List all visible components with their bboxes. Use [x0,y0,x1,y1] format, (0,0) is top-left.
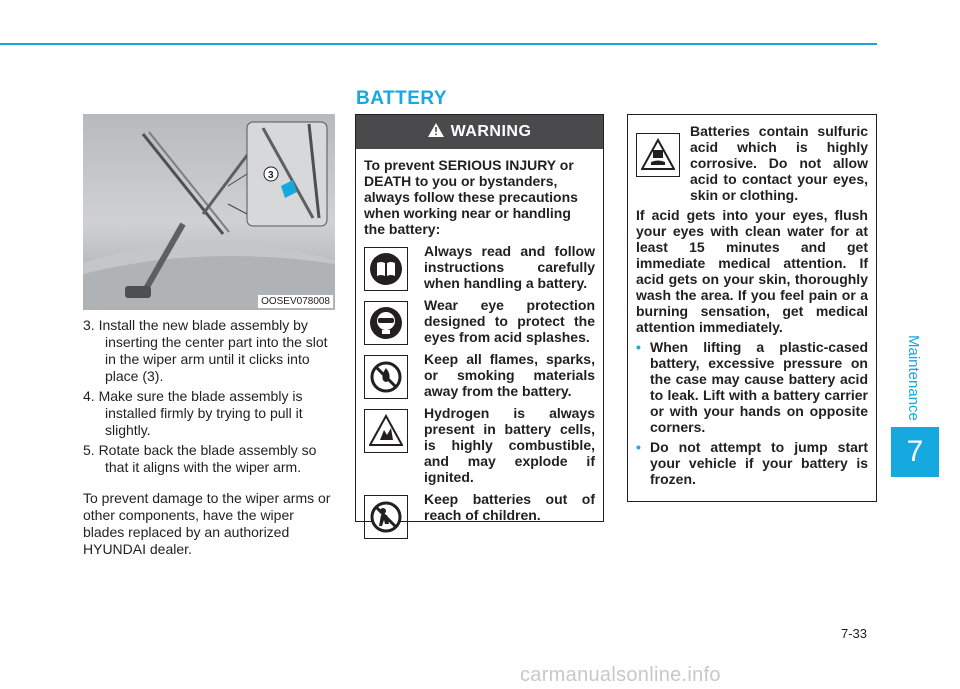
wiper-illustration [83,114,335,310]
page-number: 7-33 [841,626,868,641]
wiper-figure [83,114,335,310]
section-title: BATTERY [356,88,448,109]
bullet-dot-icon: • [636,339,641,355]
warning-item-text: Keep batteries out of reach of children. [424,491,595,523]
warning-intro: To prevent SERIOUS INJURY or DEATH to you or bystanders, always follow these precautions when working near or handling the battery: [364,157,578,237]
side-chapter-label: Maintenance [905,335,922,421]
watermark: carmanualsonline.info [520,664,721,686]
warning-item [364,491,595,539]
bullet-dot-icon: • [636,439,641,455]
bullet-text: When lifting a plastic-cased battery, excessive pressure on the case may cause battery acid to leak. Lift with a battery carrier or with your hands on opposite corners. [650,339,868,435]
warning-item [364,405,595,485]
warning-item [364,243,595,291]
figure-callout: 3 [268,170,274,181]
bullet-item [636,339,868,435]
top-rule [0,43,877,45]
warning-header [356,115,603,149]
step-item: 5. Rotate back the blade assembly so that it aligns with the wiper arm. [83,442,317,475]
warning-item-text: Keep all flames, sparks, or smoking materials away from the battery. [424,351,595,399]
figure-caption: OOSEV078008 [258,295,333,308]
warning-title: WARNING [450,123,532,140]
warning-item [364,297,595,345]
warning-item-text: Hydrogen is always present in battery cells, is highly combustible, and may explode if ignited. [424,405,595,485]
acid-info-box [627,114,877,502]
acid-hazard-icon [636,133,680,177]
warning-item-text: Always read and follow instructions carefully when handling a battery. [424,243,595,291]
dealer-note: To prevent damage to the wiper arms or other components, have the wiper blades replaced by an authorized HYUNDAI dealer. [83,490,331,557]
bullet-item [636,439,868,487]
step-item: 3. Install the new blade assembly by inserting the center part into the slot in the wiper arm until it clicks into place (3). [83,317,328,384]
acid-row [636,123,868,203]
no-children-icon [364,495,408,539]
book-icon [364,247,408,291]
warning-triangle-icon [428,123,444,142]
step-item: 4. Make sure the blade assembly is installed firmly by trying to pull it slightly. [83,388,303,438]
warning-item [364,351,595,399]
goggles-icon [364,301,408,345]
left-column [83,317,335,558]
acid-warning-text: Batteries contain sulfuric acid which is highly corrosive. Do not allow acid to contact your eyes, skin or clothing. [690,123,868,203]
warning-box [355,114,604,522]
battery-bullet-list [636,339,868,487]
explosion-icon [364,409,408,453]
warning-item-text: Wear eye protection designed to protect the eyes from acid splashes. [424,297,595,345]
first-aid-paragraph: If acid gets into your eyes, flush your eyes with clean water for at least 15 minutes and get immediate medical attention. If acid gets on your skin, thoroughly wash the area. If you feel pain or a burning sensation, get medical attention immediately. [636,207,868,335]
bullet-text: Do not attempt to jump start your vehicle if your battery is frozen. [650,439,868,487]
no-flame-icon [364,355,408,399]
step-list [83,317,335,476]
chapter-tab: 7 [891,427,939,477]
